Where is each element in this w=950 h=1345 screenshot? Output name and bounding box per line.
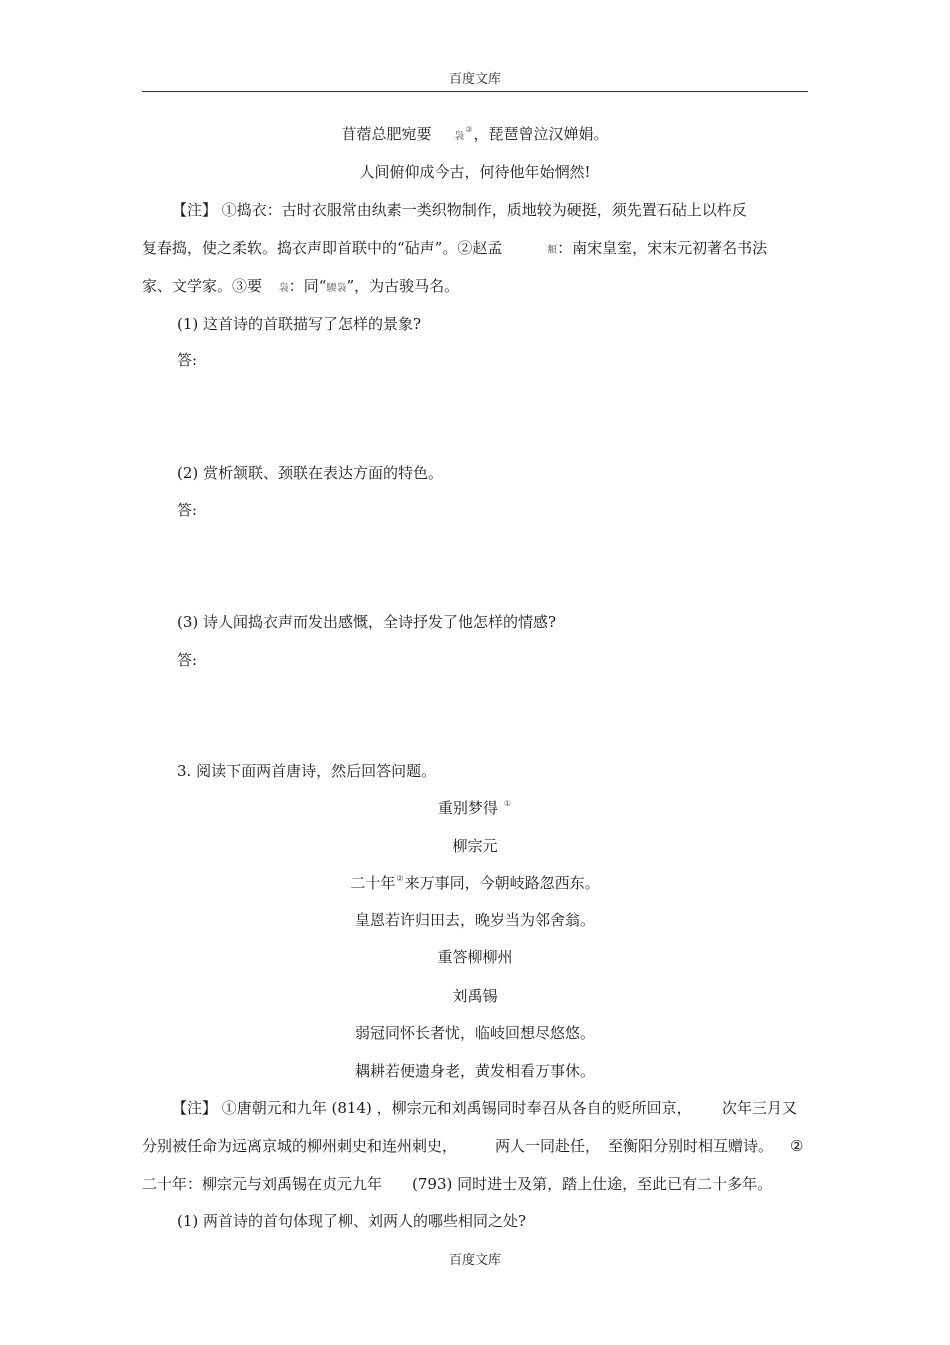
poem-b-title: 重答柳柳州: [437, 948, 513, 966]
answer-label: 答:: [177, 501, 198, 519]
answer-label: 答:: [177, 651, 198, 669]
note1-line3: [142, 276, 459, 299]
poem-a-line1-b: 来万事同，今朝岐路忽西东。: [404, 874, 600, 892]
note1-line2: [142, 238, 767, 261]
poem1-line1: [0, 124, 950, 147]
section3-intro: 3. 阅读下面两首唐诗，然后回答问题。: [177, 762, 437, 780]
note1-line3-b: ：同“: [288, 277, 327, 295]
poem-a-line2: 皇恩若许归田去，晚岁当为邻舍翁。: [354, 911, 595, 929]
note3-line3-a: 二十年：柳宗元与刘禹锡在贞元九年: [142, 1175, 383, 1193]
poem-a-title: [0, 798, 950, 818]
note3-line1-b: 次年三月又: [722, 1099, 798, 1117]
note1-line2-b: ：南宋皇室，宋末元初著名书法: [557, 239, 768, 257]
rare-glyph: 騕袅: [326, 283, 347, 294]
rare-glyph: 袅: [278, 283, 289, 294]
poem-b-line1: 弱冠同怀长者忧，临岐回想尽悠悠。: [354, 1024, 595, 1042]
footnote-marker: ③: [465, 125, 473, 134]
poem-b-line2: 耦耕若便遗身老，黄发相看万事休。: [354, 1062, 595, 1080]
poem-a-line1-a: 二十年: [350, 874, 396, 892]
rare-glyph: 頫: [547, 245, 558, 256]
header-rule: [142, 91, 808, 92]
footnote-marker: ①: [503, 799, 512, 808]
section3-question1: (1) 两首诗的首句体现了柳、刘两人的哪些相同之处?: [177, 1212, 527, 1230]
poem-a-line1: [0, 873, 950, 893]
poem-a-title-text: 重别梦得: [437, 799, 498, 817]
note3-line2-b: 两人一同赴任，: [495, 1137, 601, 1155]
question-item: (3) 诗人闻捣衣声而发出感慨，全诗抒发了他怎样的情感?: [177, 613, 557, 631]
note1-line3-a: 家、文学家。③要: [142, 277, 263, 295]
note3-line2-a: 分别被任命为远离京城的柳州刺史和连州刺史，: [142, 1137, 458, 1155]
note3-line1-a: 【注】 ①唐朝元和九年 (814) ，柳宗元和刘禹锡同时奉召从各自的贬所回京，: [172, 1099, 692, 1117]
answer-label: 答:: [177, 351, 198, 369]
poem1-line1-a: 苜蓿总肥宛要: [341, 125, 432, 143]
note3-line2-d: ②: [790, 1137, 804, 1155]
question-item: (1) 这首诗的首联描写了怎样的景象?: [177, 315, 422, 333]
footnote-marker: ②: [396, 874, 404, 883]
note3-line2-c: 至衡阳分别时相互赠诗。: [608, 1137, 774, 1155]
rare-glyph: 袅: [454, 131, 465, 142]
note1-line3-c: ”，为古骏马名。: [346, 277, 460, 295]
note1-line2-a: 复春捣，使之柔软。捣衣声即首联中的“砧声”。②赵孟: [142, 239, 503, 257]
page-header: 百度文库: [448, 72, 501, 87]
poem1-line2: 人间俯仰成今古，何待他年始惘然!: [359, 163, 591, 181]
poem-a-author: 柳宗元: [452, 837, 498, 855]
note3-line3-b: (793) 同时进士及第，踏上仕途，至此已有二十多年。: [412, 1175, 773, 1193]
note1-line1: 【注】 ①捣衣：古时衣服常由纨素一类织物制作，质地较为硬挺，须先置石砧上以杵反: [172, 201, 747, 219]
poem1-line1-b: ，琵琶曾泣汉婵娟。: [473, 125, 609, 143]
poem-b-author: 刘禹锡: [452, 987, 498, 1005]
page-footer: 百度文库: [448, 1253, 501, 1268]
question-item: (2) 赏析颔联、颈联在表达方面的特色。: [177, 464, 444, 482]
